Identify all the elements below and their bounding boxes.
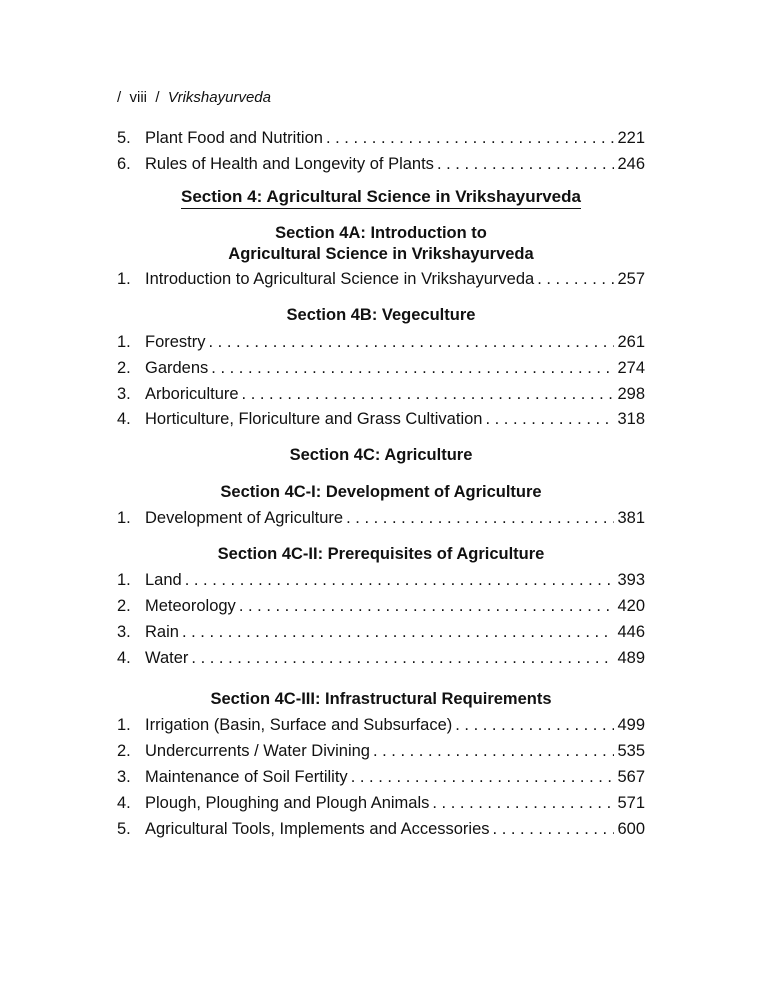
entry-number: 3.	[117, 768, 131, 786]
toc-entry[interactable]	[117, 714, 645, 738]
toc-entry[interactable]	[117, 766, 645, 790]
entry-page: 257	[617, 270, 645, 288]
entry-page: 499	[617, 716, 645, 734]
entry-page: 221	[617, 129, 645, 147]
entry-number: 2.	[117, 597, 131, 615]
page-roman-numeral: viii	[129, 89, 148, 106]
entry-number: 2.	[117, 359, 131, 377]
toc-entry[interactable]	[117, 740, 645, 764]
entry-page: 261	[617, 333, 645, 351]
toc-entry[interactable]	[117, 647, 645, 671]
toc-entry[interactable]	[117, 569, 645, 593]
entry-number: 5.	[117, 129, 131, 147]
entry-number: 5.	[117, 820, 131, 838]
entry-label: Undercurrents / Water Divining	[145, 742, 370, 760]
entry-page: 446	[617, 623, 645, 641]
dot-leader	[485, 408, 614, 430]
toc-entry[interactable]	[117, 153, 645, 177]
entry-page: 393	[617, 571, 645, 589]
entry-label: Irrigation (Basin, Surface and Subsurface)	[145, 716, 453, 734]
entry-page: 535	[617, 742, 645, 760]
entry-number: 3.	[117, 623, 131, 641]
entry-number: 1.	[117, 571, 131, 589]
entry-page: 381	[617, 509, 645, 527]
entry-label: Maintenance of Soil Fertility	[145, 768, 348, 786]
section-4a-title-line2: Agricultural Science in Vrikshayurveda	[228, 245, 534, 263]
dot-leader	[373, 740, 615, 762]
toc-entry[interactable]	[117, 357, 645, 381]
entry-label: Introduction to Agricultural Science in Vrikshayurveda	[145, 270, 535, 288]
entry-page: 489	[617, 649, 645, 667]
section-4c3-title: Section 4C-III: Infrastructural Requirements	[210, 690, 552, 708]
entry-page: 600	[617, 820, 645, 838]
dot-leader	[455, 714, 614, 736]
entry-label: Water	[145, 649, 189, 667]
dot-leader	[346, 507, 614, 529]
entry-page: 274	[617, 359, 645, 377]
entry-page: 420	[617, 597, 645, 615]
dot-leader	[239, 595, 615, 617]
toc-entry[interactable]	[117, 818, 645, 842]
dot-leader	[211, 357, 614, 379]
entry-label: Land	[145, 571, 182, 589]
dot-leader	[351, 766, 615, 788]
running-head	[117, 89, 271, 106]
section-4c1-title: Section 4C-I: Development of Agriculture	[220, 483, 542, 501]
section-4c2-title: Section 4C-II: Prerequisites of Agriculture	[217, 545, 545, 563]
entry-label: Arboriculture	[145, 385, 239, 403]
dot-leader	[182, 621, 615, 643]
toc-entry[interactable]	[117, 595, 645, 619]
entry-label: Plant Food and Nutrition	[145, 129, 323, 147]
entry-number: 2.	[117, 742, 131, 760]
entry-number: 4.	[117, 794, 131, 812]
entry-label: Rain	[145, 623, 179, 641]
entry-label: Rules of Health and Longevity of Plants	[145, 155, 434, 173]
dot-leader	[191, 647, 614, 669]
toc-entry[interactable]	[117, 792, 645, 816]
entry-label: Forestry	[145, 333, 206, 351]
entry-label: Plough, Ploughing and Plough Animals	[145, 794, 430, 812]
toc-entry[interactable]	[117, 383, 645, 407]
toc-entry[interactable]	[117, 621, 645, 645]
entry-number: 1.	[117, 270, 131, 288]
entry-number: 6.	[117, 155, 131, 173]
entry-label: Gardens	[145, 359, 209, 377]
entry-page: 567	[617, 768, 645, 786]
entry-label: Horticulture, Floriculture and Grass Cultivation	[145, 410, 483, 428]
entry-label: Agricultural Tools, Implements and Accessories	[145, 820, 490, 838]
toc-entry[interactable]	[117, 268, 645, 292]
dot-leader	[326, 127, 615, 149]
dot-leader	[432, 792, 614, 814]
dot-leader	[209, 331, 615, 353]
running-head-slash: /	[155, 89, 160, 106]
dot-leader	[242, 383, 615, 405]
dot-leader	[185, 569, 615, 591]
entry-number: 1.	[117, 333, 131, 351]
entry-number: 4.	[117, 410, 131, 428]
entry-number: 1.	[117, 509, 131, 527]
entry-page: 571	[617, 794, 645, 812]
entry-number: 3.	[117, 385, 131, 403]
dot-leader	[537, 268, 614, 290]
toc-entry[interactable]	[117, 331, 645, 355]
section-4a-title-line1: Section 4A: Introduction to	[275, 224, 487, 242]
entry-label: Meteorology	[145, 597, 236, 615]
entry-page: 318	[617, 410, 645, 428]
entry-page: 246	[617, 155, 645, 173]
entry-label: Development of Agriculture	[145, 509, 344, 527]
section-4-title: Section 4: Agricultural Science in Vrikshayurveda	[181, 187, 581, 209]
entry-page: 298	[617, 385, 645, 403]
section-heading	[117, 186, 645, 208]
section-4c-title: Section 4C: Agriculture	[289, 446, 473, 464]
entry-number: 1.	[117, 716, 131, 734]
dot-leader	[493, 818, 615, 840]
toc-entry[interactable]	[117, 408, 645, 432]
toc-entry[interactable]	[117, 127, 645, 151]
toc-entry[interactable]	[117, 507, 645, 531]
section-4b-title: Section 4B: Vegeculture	[286, 306, 476, 324]
dot-leader	[437, 153, 615, 175]
entry-number: 4.	[117, 649, 131, 667]
book-title: Vrikshayurveda	[167, 89, 271, 106]
running-head-slash: /	[117, 89, 122, 106]
